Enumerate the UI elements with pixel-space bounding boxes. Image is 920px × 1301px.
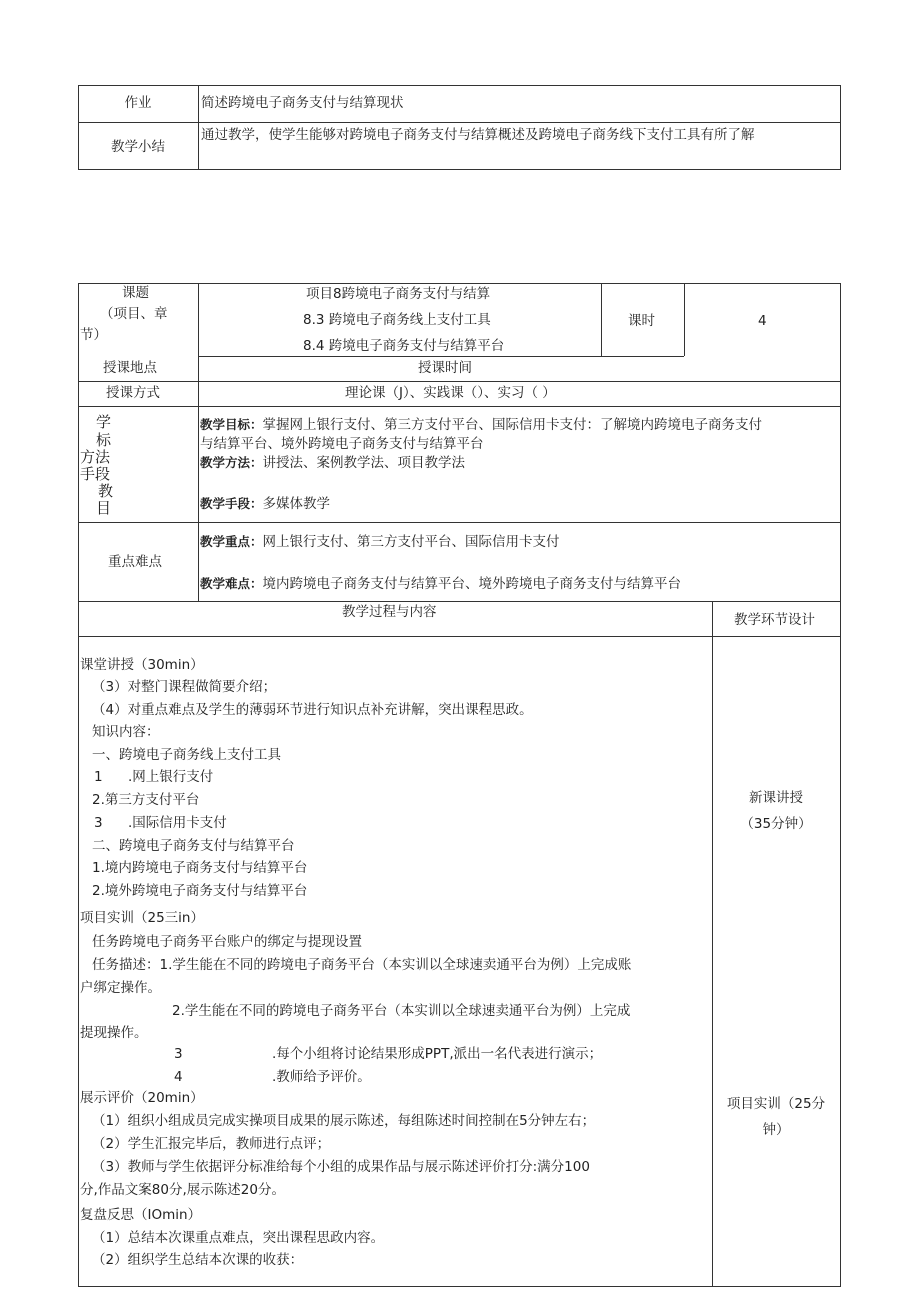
key-line	[200, 533, 560, 551]
topic-line: 8.4 跨境电子商务支付与结算平台	[303, 338, 505, 354]
process-line: .教师给予评价。	[272, 1069, 371, 1085]
process-line: 一、跨境电子商务线上支付工具	[92, 747, 281, 763]
hours-label: 课时	[628, 313, 655, 329]
methods-line	[200, 454, 465, 472]
keypoints-label: 重点难点	[108, 554, 162, 570]
process-line: 任务跨境电子商务平台账户的绑定与提现设置	[92, 934, 362, 950]
process-line: 二、跨境电子商务支付与结算平台	[92, 838, 295, 854]
goals-label-char: 方法	[80, 448, 111, 466]
goals-label-char: 标	[96, 431, 112, 449]
topic-label: 课题	[122, 285, 149, 301]
goals-label-char: 目	[96, 499, 112, 517]
process-line: （1）组织小组成员完成实操项目成果的展示陈述，每组陈述时间控制在5分钟左右；	[92, 1113, 596, 1129]
table-line	[78, 381, 841, 382]
process-line: 3	[94, 815, 103, 831]
goals-label-char: 手段	[80, 465, 111, 483]
homework-value: 简述跨境电子商务支付与结算现状	[201, 95, 404, 111]
means-line	[200, 495, 330, 513]
process-line: 3	[174, 1046, 183, 1062]
topic-line: 项目8跨境电子商务支付与结算	[306, 286, 491, 302]
table-line	[684, 283, 685, 356]
process-line: 任务描述：1.学生能在不同的跨境电子商务平台（本实训以全球速卖通平台为例）上完成账	[92, 957, 632, 973]
process-line: 2.学生能在不同的跨境电子商务平台（本实训以全球速卖通平台为例）上完成	[172, 1003, 631, 1019]
table-line	[78, 1286, 841, 1287]
topic-label: （项目、章	[100, 306, 168, 322]
methods-text: 讲授法、案例教学法、项目教学法	[262, 455, 466, 471]
process-line: 2.第三方支付平台	[92, 792, 200, 808]
process-line: 1	[94, 769, 103, 785]
table-line	[712, 601, 713, 1286]
process-line: （1）总结本次课重点难点，突出课程思政内容。	[92, 1230, 385, 1246]
topic-line: 8.3 跨境电子商务线上支付工具	[303, 312, 491, 328]
table-line	[198, 85, 199, 169]
process-line: 项目实训（25三in）	[80, 910, 204, 926]
place-label: 授课地点	[103, 360, 157, 376]
summary-label: 教学小结	[111, 139, 165, 155]
goals-text: 掌握网上银行支付、第三方支付平台、国际信用卡支付：了解境内跨境电子商务支付	[262, 417, 763, 433]
time-label: 授课时间	[418, 360, 472, 376]
process-line: 户绑定操作。	[80, 980, 161, 996]
topic-label: 节）	[80, 327, 107, 343]
diff-text: 境内跨境电子商务支付与结算平台、境外跨境电子商务支付与结算平台	[262, 576, 682, 592]
mode-label: 授课方式	[106, 385, 160, 401]
process-line: 知识内容：	[92, 724, 160, 740]
process-line: （4）对重点难点及学生的薄弱环节进行知识点补充讲解，突出课程思政。	[92, 702, 533, 718]
table-line	[78, 283, 79, 1286]
process-line: 分,作品文案80分,展示陈述20分。	[80, 1182, 285, 1198]
diff-line	[200, 575, 681, 593]
table-line	[78, 406, 841, 407]
process-line: 1.境内跨境电子商务支付与结算平台	[92, 860, 308, 876]
means-text: 多媒体教学	[262, 496, 331, 512]
goals-text-cont: 与结算平台、境外跨境电子商务支付与结算平台	[200, 436, 484, 452]
design-new-lecture-time: （35分钟）	[740, 816, 812, 832]
homework-label: 作业	[124, 95, 152, 111]
table-line	[601, 283, 602, 356]
key-text: 网上银行支付、第三方支付平台、国际信用卡支付	[262, 534, 560, 550]
goals-term: 教学目标：	[200, 417, 263, 432]
table-line	[78, 283, 841, 284]
table-line	[78, 522, 841, 523]
process-line: 复盘反思（IOmin）	[80, 1207, 202, 1223]
design-header: 教学环节设计	[734, 612, 815, 628]
process-header: 教学过程与内容	[342, 604, 437, 620]
table-line	[78, 122, 841, 123]
process-line: （3）教师与学生依据评分标准给每个小组的成果作品与展示陈述评价打分:满分100	[92, 1159, 590, 1175]
table-line	[78, 636, 841, 637]
process-line: .国际信用卡支付	[128, 815, 227, 831]
goals-label-char: 学	[96, 413, 112, 431]
table-line	[840, 85, 841, 169]
summary-value: 通过教学，使学生能够对跨境电子商务支付与结算概述及跨境电子商务线下支付工具有所了解	[201, 127, 755, 143]
process-line: 4	[174, 1069, 183, 1085]
mode-value: 理论课（J）、实践课（）、实习（ ）	[345, 385, 556, 401]
table-line	[198, 356, 684, 357]
table-line	[78, 601, 841, 602]
process-line: 2.境外跨境电子商务支付与结算平台	[92, 883, 308, 899]
methods-term: 教学方法：	[200, 455, 263, 470]
goals-label-char: 教	[98, 482, 114, 500]
diff-term: 教学难点：	[200, 576, 263, 591]
process-line: 课堂讲授（30min）	[80, 657, 204, 673]
process-line: .每个小组将讨论结果形成PPT,派出一名代表进行演示；	[272, 1046, 603, 1062]
goals-line	[200, 416, 762, 434]
design-new-lecture: 新课讲授	[749, 790, 803, 806]
process-line: （2）学生汇报完毕后，教师进行点评；	[92, 1136, 331, 1152]
table-line	[78, 85, 841, 86]
key-term: 教学重点：	[200, 534, 263, 549]
means-term: 教学手段：	[200, 496, 263, 511]
process-line: （2）组织学生总结本次课的收获：	[92, 1252, 304, 1268]
hours-value: 4	[758, 313, 767, 329]
table-line	[78, 169, 841, 170]
table-line	[840, 283, 841, 1286]
design-training: 项目实训（25分	[726, 1096, 826, 1112]
design-training-time: 钟）	[762, 1122, 790, 1138]
table-line	[198, 283, 199, 601]
process-line: 提现操作。	[80, 1025, 148, 1041]
process-line: （3）对整门课程做简要介绍；	[92, 679, 277, 695]
process-line: .网上银行支付	[128, 769, 214, 785]
process-line: 展示评价（20min）	[80, 1090, 204, 1106]
